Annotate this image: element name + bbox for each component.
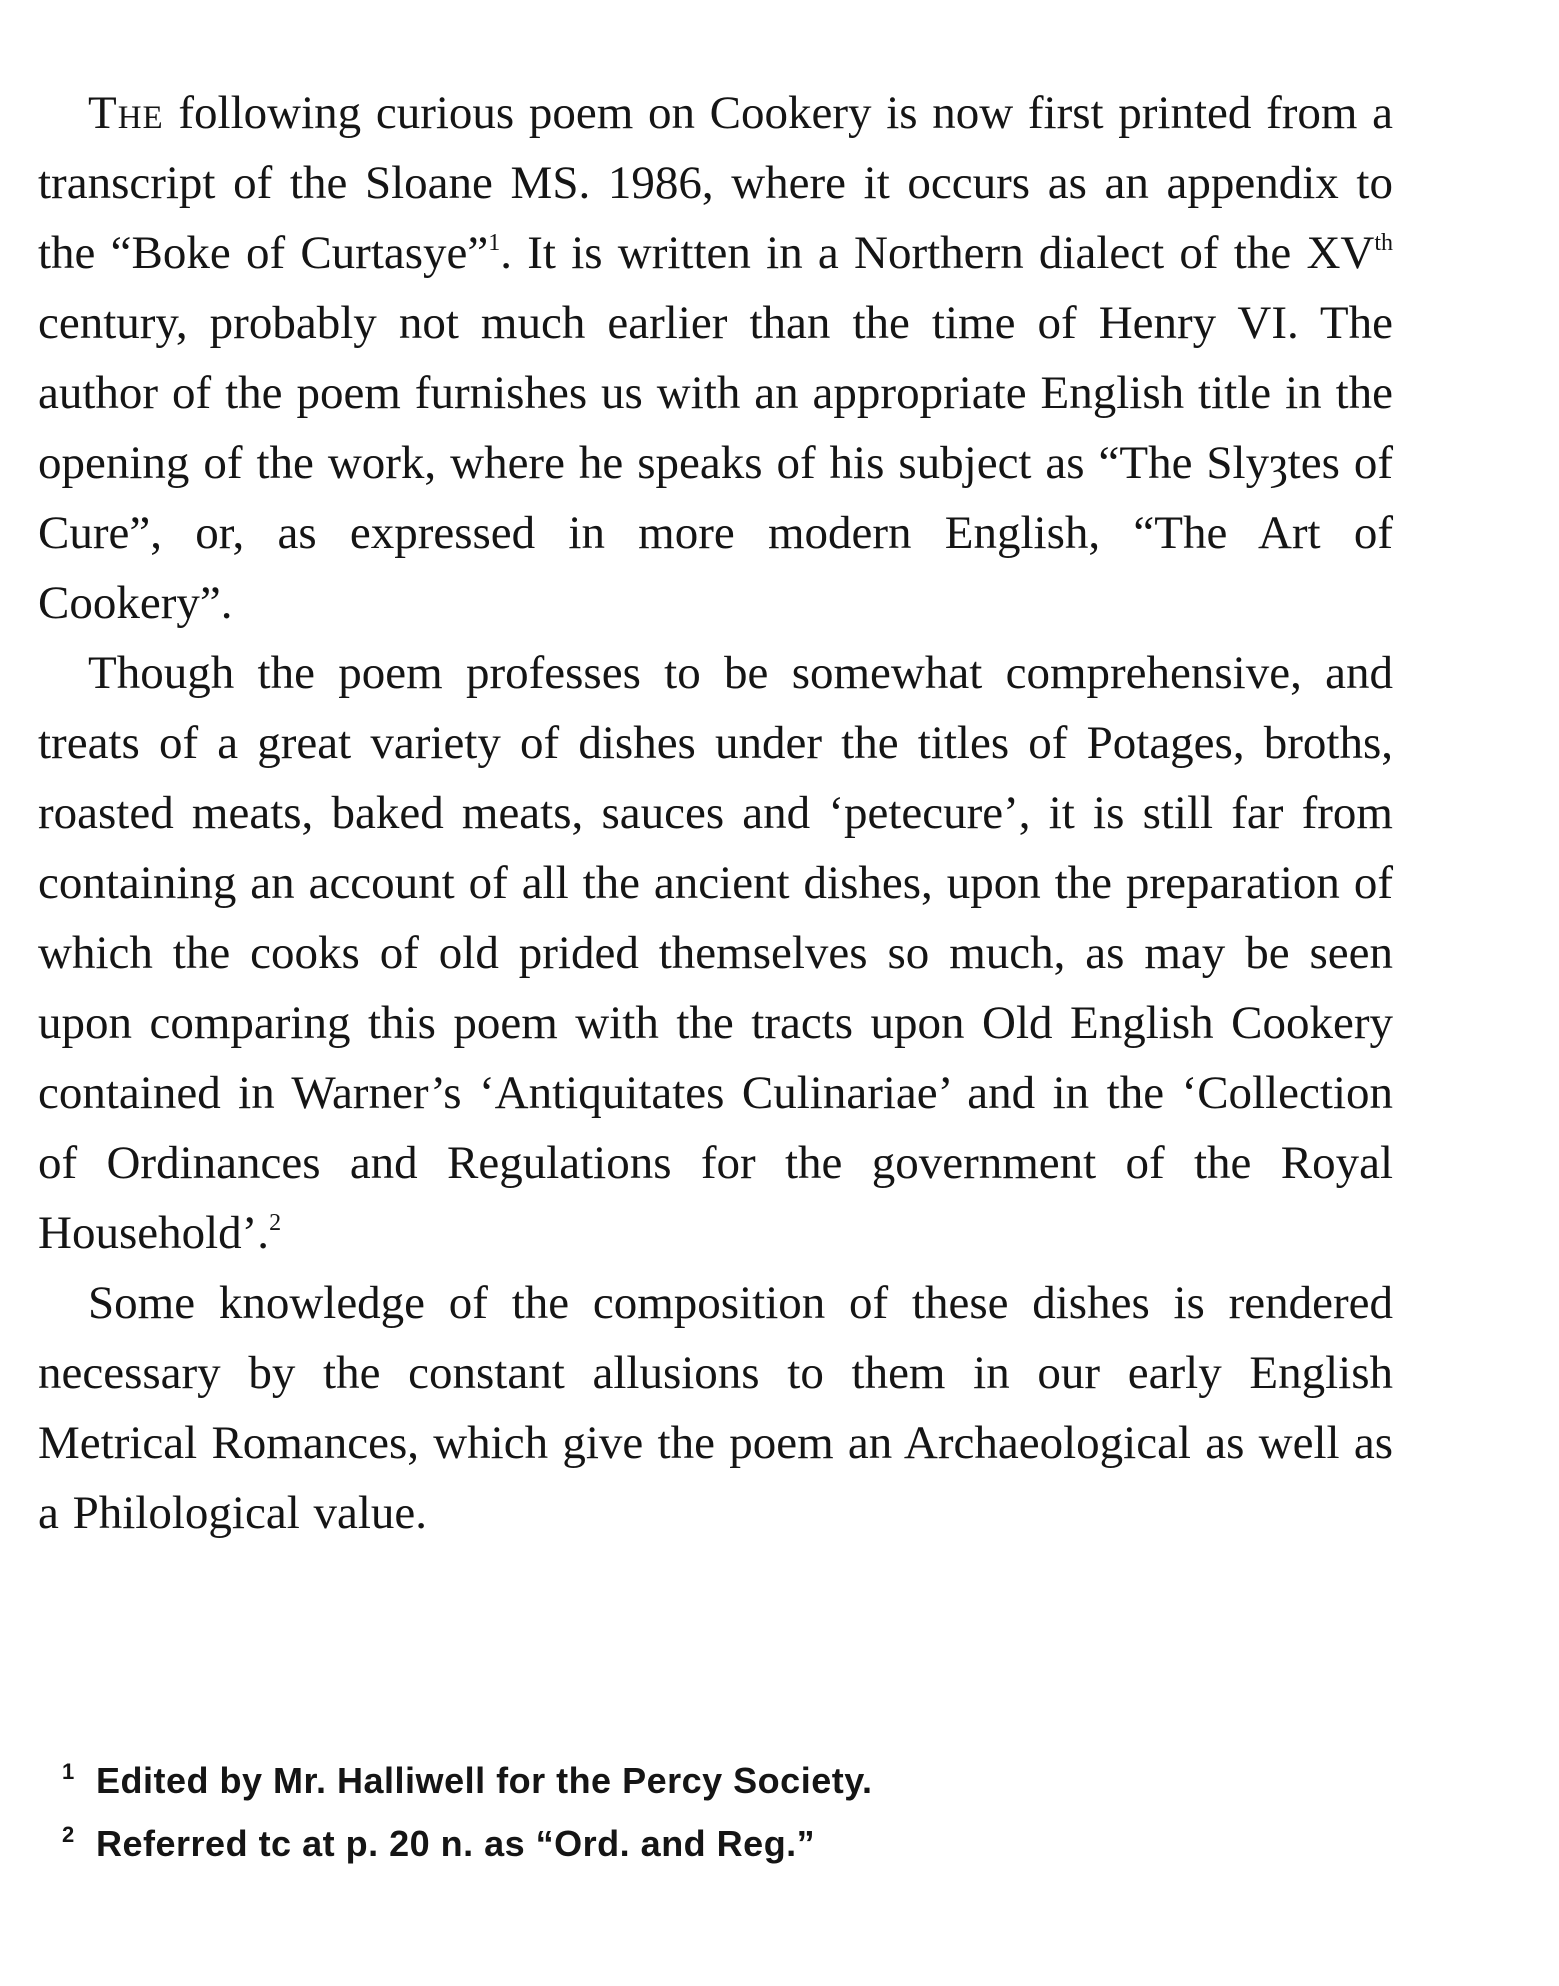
paragraph-2 xyxy=(38,638,1393,1268)
footnotes xyxy=(62,1745,1062,1871)
footnote-ref-1: 1 xyxy=(488,230,501,256)
paragraph-1-text-a: following curious poem on Cookery is now first printed from a transcript of the Sloane MS. 1986, where it occurs as an appendix to the “Boke of Curtasye” xyxy=(38,87,1393,279)
footnote-2 xyxy=(62,1808,1062,1871)
lead-word: The xyxy=(88,87,164,139)
footnote-text: Referred tc at p. 20 n. as “Ord. and Reg.” xyxy=(96,1823,816,1864)
footnote-1 xyxy=(62,1745,1062,1808)
century-superscript: th xyxy=(1374,230,1394,256)
footnote-text: Edited by Mr. Halliwell for the Percy Society. xyxy=(96,1760,873,1801)
paragraph-1-text-c: century, probably not much earlier than the time of Henry VI. The author of the poem furnishes us with an appropriate English title in the opening of the work, where he speaks of his subject as “The Slyȝtes of Cure”, or, as expressed in more modern English, “The Art of Cookery”. xyxy=(38,297,1393,629)
paragraph-2-text: Though the poem professes to be somewhat comprehensive, and treats of a great variety of dishes under the titles of Potages, broths, roasted meats, baked meats, sauces and ‘petecure’, it is still far from containing an account of all the ancient dishes, upon the preparation of which the cooks of old prided themselves so much, as may be seen upon comparing this poem with the tracts upon Old English Cookery contained in Warner’s ‘Antiquitates Culinariae’ and in the ‘Collection of Ordinances and Regulations for the government of the Royal Household’. xyxy=(38,647,1393,1259)
footnote-ref-2: 2 xyxy=(269,1210,282,1236)
footnote-mark: 2 xyxy=(62,1822,75,1847)
paragraph-3 xyxy=(38,1268,1393,1548)
paragraph-1 xyxy=(38,78,1393,638)
page-body xyxy=(38,78,1393,1548)
footnote-mark: 1 xyxy=(62,1759,75,1784)
paragraph-3-text: Some knowledge of the composition of these dishes is rendered necessary by the constant allusions to them in our early English Metrical Romances, which give the poem an Archaeological as well as a Philological value. xyxy=(38,1277,1393,1539)
paragraph-1-text-b: . It is written in a Northern dialect of the XV xyxy=(500,227,1375,279)
